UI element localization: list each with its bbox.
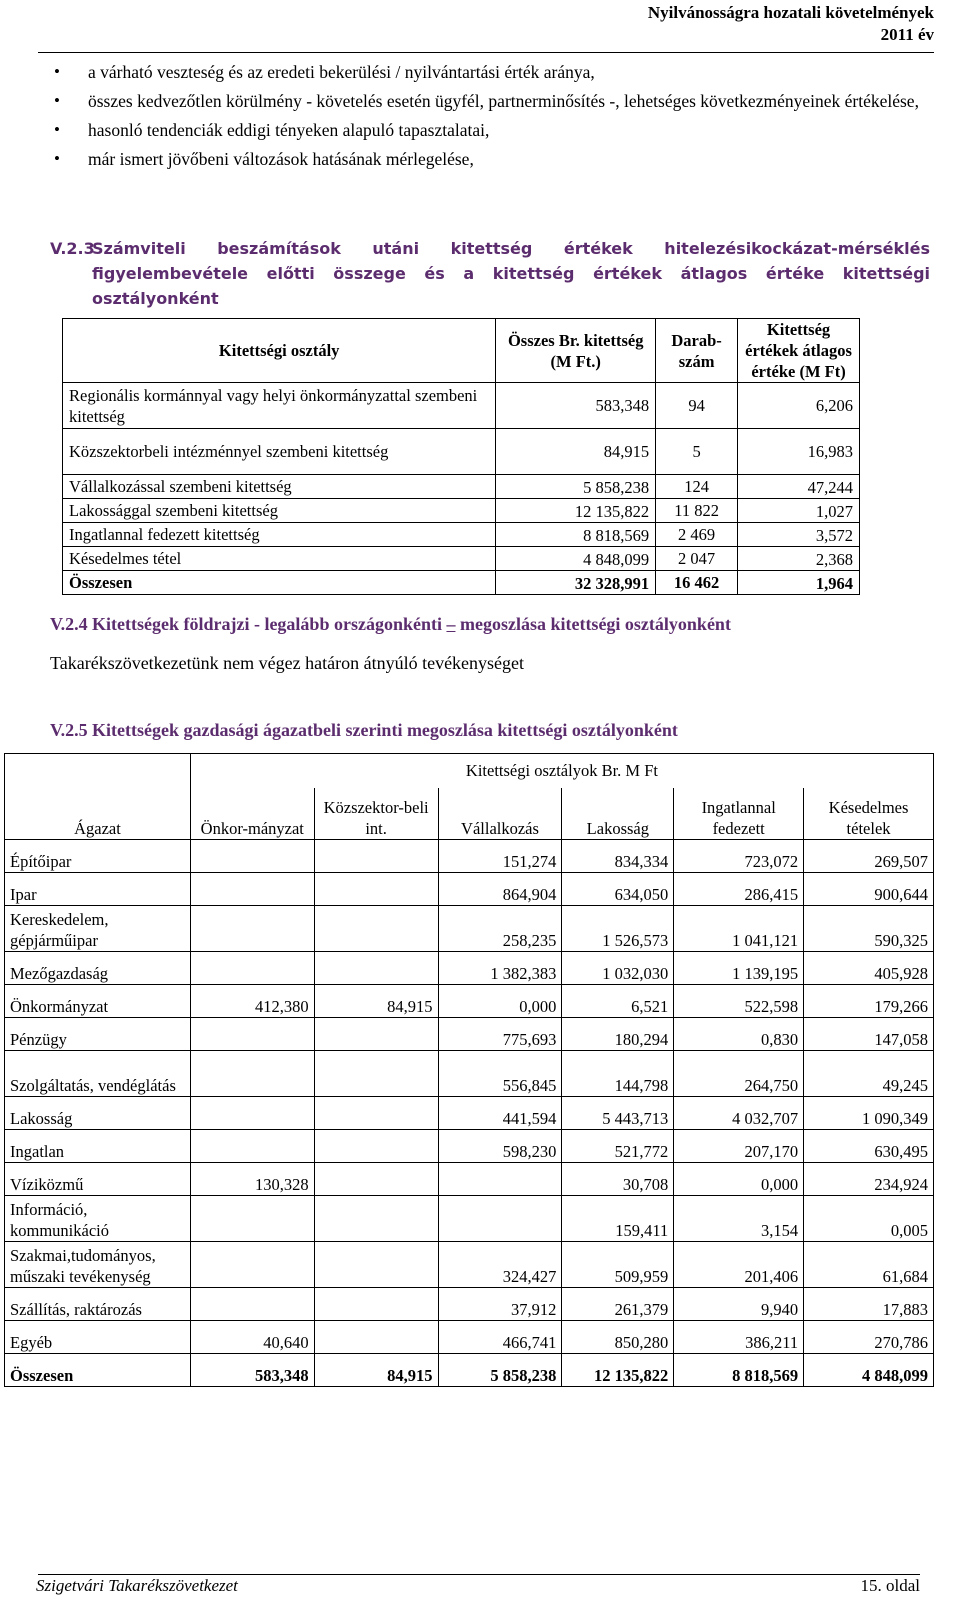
table-cell: 556,845	[438, 1051, 562, 1097]
table-cell: 30,708	[562, 1163, 674, 1196]
column-header: Késedelmes tételek	[804, 788, 934, 840]
table-cell	[190, 1196, 314, 1242]
bullet-list	[50, 60, 930, 176]
table-cell	[314, 1130, 438, 1163]
table-cell: 412,380	[190, 985, 314, 1018]
table-cell: 8 818,569	[674, 1354, 804, 1387]
table-header-row	[63, 319, 860, 383]
table-cell	[314, 1163, 438, 1196]
row-label-cell: Összesen	[5, 1354, 191, 1387]
column-header: Kitettségi osztály	[63, 319, 496, 383]
table-row	[5, 840, 934, 873]
table-group-header-row	[5, 754, 934, 788]
table-cell: Összesen	[63, 571, 496, 595]
table-cell: 179,266	[804, 985, 934, 1018]
table-cell	[314, 1321, 438, 1354]
table-cell	[190, 840, 314, 873]
table-cell: 2,368	[738, 547, 860, 571]
header-title: Nyilvánosságra hozatali követelmények	[647, 3, 934, 22]
table-cell: 84,915	[496, 429, 656, 475]
table-cell: 0,830	[674, 1018, 804, 1051]
table-cell: 864,904	[438, 873, 562, 906]
column-header: Darab-szám	[656, 319, 738, 383]
table-cell: 1 090,349	[804, 1097, 934, 1130]
row-label-cell: Lakosság	[5, 1097, 191, 1130]
row-label-cell: Mezőgazdaság	[5, 952, 191, 985]
table-row	[5, 1018, 934, 1051]
table-row	[63, 499, 860, 523]
table-cell: 521,772	[562, 1130, 674, 1163]
section-title-part: Kitettségek földrajzi - legalább országonkénti	[92, 614, 447, 634]
table-cell: 16,983	[738, 429, 860, 475]
section-title	[92, 612, 731, 636]
table-row	[5, 873, 934, 906]
table-cell: 4 848,099	[496, 547, 656, 571]
row-label-cell: Pénzügy	[5, 1018, 191, 1051]
table-cell: 16 462	[656, 571, 738, 595]
table-cell: 466,741	[438, 1321, 562, 1354]
table-cell: 94	[656, 383, 738, 429]
row-label-cell: Szolgáltatás, vendéglátás	[5, 1051, 191, 1097]
table-row	[5, 1196, 934, 1242]
table-cell	[190, 1051, 314, 1097]
table-cell: 159,411	[562, 1196, 674, 1242]
table-total-row	[63, 571, 860, 595]
table-cell: 151,274	[438, 840, 562, 873]
table-cell	[314, 840, 438, 873]
table-cell: 634,050	[562, 873, 674, 906]
table-row	[63, 523, 860, 547]
table-cell	[190, 906, 314, 952]
row-label-cell: Egyéb	[5, 1321, 191, 1354]
column-header: Lakosság	[562, 788, 674, 840]
table-row	[5, 1321, 934, 1354]
table-row	[5, 1288, 934, 1321]
table-cell: 850,280	[562, 1321, 674, 1354]
table-cell	[190, 1130, 314, 1163]
bullet-item: • már ismert jövőbeni változások hatásának mérlegelése,	[50, 147, 930, 171]
table-cell	[314, 952, 438, 985]
footer-company: Szigetvári Takarékszövetkezet	[36, 1576, 238, 1595]
table-cell: 1 139,195	[674, 952, 804, 985]
table-cell: 590,325	[804, 906, 934, 952]
table-cell: 84,915	[314, 1354, 438, 1387]
header-year: 2011 év	[880, 25, 934, 44]
table-cell: 1 382,383	[438, 952, 562, 985]
table-cell: 1 526,573	[562, 906, 674, 952]
table-cell	[190, 1097, 314, 1130]
table-cell	[314, 1288, 438, 1321]
bullet-item: • a várható veszteség és az eredeti bekerülési / nyilvántartási érték aránya,	[50, 60, 930, 84]
table-cell: 11 822	[656, 499, 738, 523]
table-cell: 264,750	[674, 1051, 804, 1097]
column-header: Közszektor-beli int.	[314, 788, 438, 840]
table-cell: 258,235	[438, 906, 562, 952]
table-cell: 386,211	[674, 1321, 804, 1354]
table-cell: 144,798	[562, 1051, 674, 1097]
table-cell: 775,693	[438, 1018, 562, 1051]
table-cell: 1,027	[738, 499, 860, 523]
table-row	[5, 1242, 934, 1288]
table-cell	[190, 1288, 314, 1321]
column-header: Vállalkozás	[438, 788, 562, 840]
table-row	[5, 1051, 934, 1097]
table-cell: 1 041,121	[674, 906, 804, 952]
sector-exposure-table	[4, 753, 934, 1387]
table-row	[63, 383, 860, 429]
table-cell	[438, 1163, 562, 1196]
table-cell: 32 328,991	[496, 571, 656, 595]
table-cell: 6,521	[562, 985, 674, 1018]
table-row	[63, 429, 860, 475]
table-cell	[314, 1018, 438, 1051]
column-header: Összes Br. kitettség (M Ft.)	[496, 319, 656, 383]
table-cell	[190, 873, 314, 906]
table-cell: 509,959	[562, 1242, 674, 1288]
row-label-cell: Építőipar	[5, 840, 191, 873]
table-cell: 269,507	[804, 840, 934, 873]
table-cell	[314, 1242, 438, 1288]
table-cell	[314, 1097, 438, 1130]
table-body	[5, 840, 934, 1387]
table-cell: 12 135,822	[562, 1354, 674, 1387]
table-row	[5, 952, 934, 985]
table-cell: Ingatlannal fedezett kitettség	[63, 523, 496, 547]
table-cell: 270,786	[804, 1321, 934, 1354]
table-cell: 2 469	[656, 523, 738, 547]
table-cell: 17,883	[804, 1288, 934, 1321]
group-header: Kitettségi osztályok Br. M Ft	[190, 754, 933, 788]
table-cell: 37,912	[438, 1288, 562, 1321]
table-cell: 234,924	[804, 1163, 934, 1196]
table-cell: Közszektorbeli intézménnyel szembeni kitettség	[63, 429, 496, 475]
row-label-cell: Szállítás, raktározás	[5, 1288, 191, 1321]
table-cell	[314, 873, 438, 906]
table-cell: 2 047	[656, 547, 738, 571]
footer-divider	[38, 1574, 920, 1575]
table-cell: 0,005	[804, 1196, 934, 1242]
row-label-cell: Víziközmű	[5, 1163, 191, 1196]
table-cell	[190, 1018, 314, 1051]
exposure-class-table	[62, 318, 860, 595]
table-cell: 598,230	[438, 1130, 562, 1163]
table-row	[5, 1097, 934, 1130]
table-cell: 6,206	[738, 383, 860, 429]
section-number: V.2.3	[50, 239, 95, 258]
section-title: Számviteli beszámítások utáni kitettség értékek hitelezésikockázat-mérséklés figyelembevétele előtti összege és a kitettség értékek átlagos értéke kitettségi osztályonként	[92, 239, 930, 308]
row-label-cell: Önkormányzat	[5, 985, 191, 1018]
table-cell: 723,072	[674, 840, 804, 873]
table-cell: 0,000	[438, 985, 562, 1018]
table-cell: 4 848,099	[804, 1354, 934, 1387]
table-row	[63, 547, 860, 571]
table-cell: 1,964	[738, 571, 860, 595]
table-cell: 5 443,713	[562, 1097, 674, 1130]
bullet-item: • összes kedvezőtlen körülmény - követelés esetén ügyfél, partnerminősítés -, lehetséges következményeinek értékelése,	[50, 89, 930, 113]
table-cell: 286,415	[674, 873, 804, 906]
table-row	[5, 906, 934, 952]
table-cell: Regionális kormánnyal vagy helyi önkormányzattal szembeni kitettség	[63, 383, 496, 429]
table-cell: Vállalkozással szembeni kitettség	[63, 475, 496, 499]
table-row	[5, 985, 934, 1018]
section-title-dash: –	[446, 614, 456, 634]
table-cell: 84,915	[314, 985, 438, 1018]
section-number: V.2.5	[50, 720, 88, 740]
table-cell: 8 818,569	[496, 523, 656, 547]
header-divider	[38, 52, 934, 53]
row-label-cell: Ingatlan	[5, 1130, 191, 1163]
table-cell: 4 032,707	[674, 1097, 804, 1130]
table-cell: 583,348	[190, 1354, 314, 1387]
table-cell: 201,406	[674, 1242, 804, 1288]
table-cell: 441,594	[438, 1097, 562, 1130]
table-cell: 180,294	[562, 1018, 674, 1051]
table-row	[5, 1163, 934, 1196]
table-cell	[314, 1196, 438, 1242]
table-cell: 147,058	[804, 1018, 934, 1051]
table-cell: 49,245	[804, 1051, 934, 1097]
table-cell: 61,684	[804, 1242, 934, 1288]
table-cell: 47,244	[738, 475, 860, 499]
column-header: Kitettség értékek átlagos értéke (M Ft)	[738, 319, 860, 383]
table-row	[5, 1130, 934, 1163]
table-cell: 3,154	[674, 1196, 804, 1242]
section-title: Kitettségek gazdasági ágazatbeli szerinti megoszlása kitettségi osztályonként	[92, 720, 678, 740]
footer-page-number: 15. oldal	[860, 1576, 920, 1595]
table-cell	[190, 1242, 314, 1288]
row-label-cell: Kereskedelem, gépjárműipar	[5, 906, 191, 952]
table-cell: 900,644	[804, 873, 934, 906]
table-cell: 3,572	[738, 523, 860, 547]
table-cell: 0,000	[674, 1163, 804, 1196]
table-cell: 630,495	[804, 1130, 934, 1163]
row-label-cell: Információ, kommunikáció	[5, 1196, 191, 1242]
table-cell	[314, 1051, 438, 1097]
table-cell: 324,427	[438, 1242, 562, 1288]
section-number: V.2.4	[50, 614, 88, 634]
column-header: Ingatlannal fedezett	[674, 788, 804, 840]
page-header	[0, 0, 934, 46]
table-cell: 1 032,030	[562, 952, 674, 985]
table-cell: 207,170	[674, 1130, 804, 1163]
section-title-part: megoszlása kitettségi osztályonként	[455, 614, 731, 634]
table-cell: 5 858,238	[496, 475, 656, 499]
table-cell: Lakossággal szembeni kitettség	[63, 499, 496, 523]
table-cell: 40,640	[190, 1321, 314, 1354]
table-cell: 130,328	[190, 1163, 314, 1196]
column-header: Önkor-mányzat	[190, 788, 314, 840]
row-label-cell: Ipar	[5, 873, 191, 906]
row-label-cell: Szakmai,tudományos, műszaki tevékenység	[5, 1242, 191, 1288]
table-cell	[314, 906, 438, 952]
table-cell: 12 135,822	[496, 499, 656, 523]
column-header: Ágazat	[5, 754, 191, 840]
table-cell: 124	[656, 475, 738, 499]
table-total-row	[5, 1354, 934, 1387]
table-cell: 583,348	[496, 383, 656, 429]
bullet-item: • hasonló tendenciák eddigi tényeken alapuló tapasztalatai,	[50, 118, 930, 142]
table-cell: Késedelmes tétel	[63, 547, 496, 571]
table-cell: 5 858,238	[438, 1354, 562, 1387]
table-cell: 834,334	[562, 840, 674, 873]
table-cell: 522,598	[674, 985, 804, 1018]
table-cell	[438, 1196, 562, 1242]
section-text: Takarékszövetkezetünk nem végez határon átnyúló tevékenységet	[50, 653, 525, 673]
table-cell: 261,379	[562, 1288, 674, 1321]
table-cell: 405,928	[804, 952, 934, 985]
table-cell: 9,940	[674, 1288, 804, 1321]
table-cell: 5	[656, 429, 738, 475]
table-row	[63, 475, 860, 499]
table-cell	[190, 952, 314, 985]
